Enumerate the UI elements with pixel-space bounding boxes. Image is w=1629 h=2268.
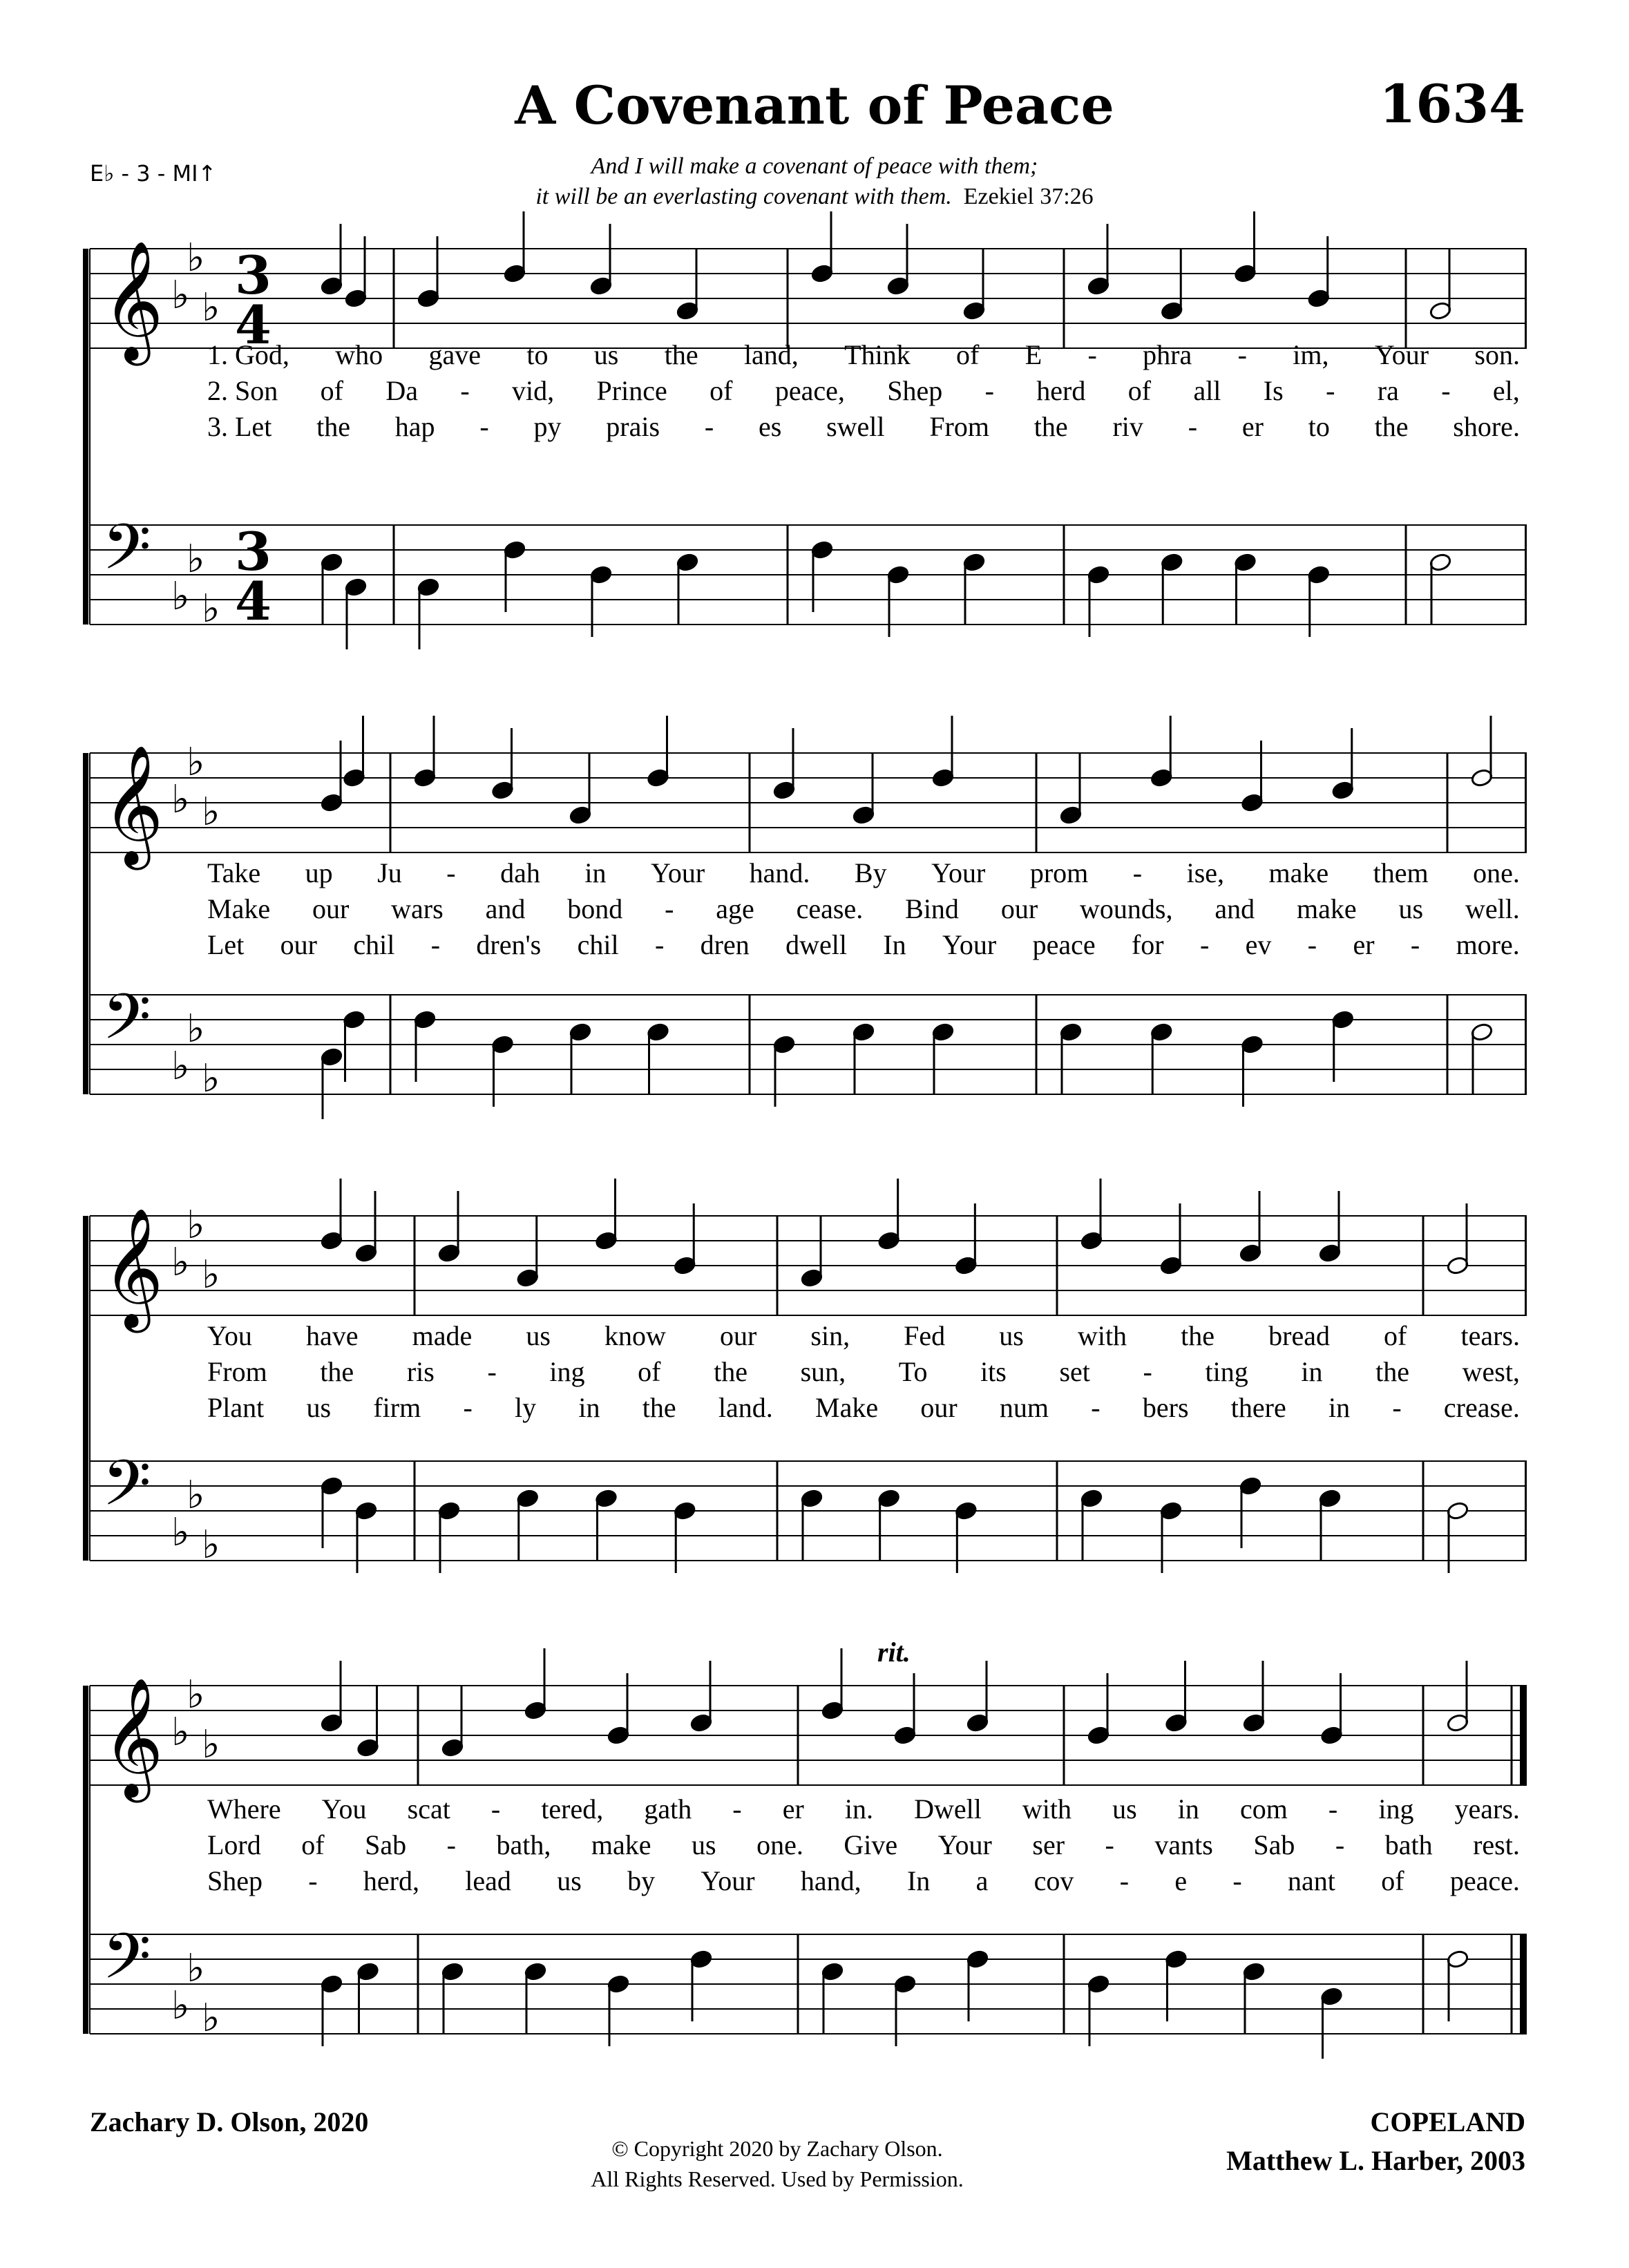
lyric-syllable: well. xyxy=(1465,893,1520,924)
lyric-syllable: of xyxy=(1381,1865,1404,1896)
lyric-syllable: - xyxy=(487,1356,497,1387)
lyric-syllable: crease. xyxy=(1443,1392,1520,1423)
flat-icon: ♭ xyxy=(202,1996,220,2041)
lyric-syllable: Your xyxy=(937,1829,992,1860)
treble-clef-icon: 𝄞 xyxy=(102,1677,164,1798)
lyric-syllable: us xyxy=(1398,893,1424,924)
lyric-syllable: com xyxy=(1239,1793,1288,1824)
lyric-line-system-2-verse-1 xyxy=(207,857,1520,889)
lyric-syllable: and xyxy=(485,893,526,924)
lyric-syllable: bers xyxy=(1142,1392,1189,1423)
lyric-syllable: herd xyxy=(1036,375,1086,406)
lyric-syllable: es xyxy=(758,411,782,442)
lyric-syllable: el, xyxy=(1492,375,1520,406)
lyric-syllable: ra xyxy=(1377,375,1399,406)
lyric-syllable: er xyxy=(1241,411,1264,442)
flat-icon: ♭ xyxy=(187,1473,205,1518)
lyric-syllable: - xyxy=(654,929,665,960)
lyric-syllable: vants xyxy=(1154,1829,1213,1860)
flat-icon: ♭ xyxy=(202,1722,220,1767)
lyric-syllable: - xyxy=(1132,857,1143,888)
treble-clef-icon: 𝄞 xyxy=(102,745,164,865)
lyric-syllable: gath xyxy=(644,1793,692,1824)
flat-icon: ♭ xyxy=(171,777,190,822)
system-bracket xyxy=(83,249,88,625)
time-signature-top: 3 xyxy=(235,244,272,306)
lyric-line-system-2-verse-2 xyxy=(207,893,1520,925)
lyric-syllable: our xyxy=(1000,893,1038,924)
lyric-syllable: - xyxy=(463,1392,473,1423)
flat-icon: ♭ xyxy=(171,1710,190,1755)
lyric-line-system-4-verse-2 xyxy=(207,1829,1520,1861)
lyric-syllable: a xyxy=(975,1865,989,1896)
lyric-syllable: riv xyxy=(1112,411,1143,442)
lyric-syllable: - xyxy=(1105,1829,1114,1860)
lyric-syllable: to xyxy=(1308,411,1330,442)
lyric-syllable: for xyxy=(1131,929,1164,960)
lyric-syllable: of xyxy=(320,375,343,406)
bass-clef-icon: 𝄢 xyxy=(102,511,151,599)
lyric-syllable: - xyxy=(1091,1392,1101,1423)
flat-icon: ♭ xyxy=(171,273,190,318)
lyric-syllable: From xyxy=(929,411,989,442)
lyric-syllable: in. xyxy=(844,1793,873,1824)
lyric-syllable: Ju xyxy=(377,857,402,888)
lyric-syllable: - xyxy=(308,1865,318,1896)
lyric-syllable: lead xyxy=(465,1865,511,1896)
lyric-syllable: our xyxy=(920,1392,958,1423)
lyric-syllable: the xyxy=(1181,1320,1215,1351)
lyric-syllable: You xyxy=(207,1320,252,1351)
lyric-syllable: im, xyxy=(1293,339,1329,370)
lyric-syllable: Dwell xyxy=(914,1793,982,1824)
lyric-syllable: phra xyxy=(1143,339,1192,370)
flat-icon: ♭ xyxy=(202,790,220,835)
treble-staff-3 xyxy=(90,1179,1527,1333)
bass-clef-icon: 𝄢 xyxy=(102,1447,151,1535)
flat-icon: ♭ xyxy=(187,1673,205,1717)
lyric-syllable: Sab xyxy=(365,1829,407,1860)
lyric-syllable: our xyxy=(719,1320,757,1351)
lyric-syllable: To xyxy=(898,1356,928,1387)
lyric-syllable: Prince xyxy=(596,375,667,406)
lyric-syllable: the xyxy=(320,1356,354,1387)
lyric-syllable: of xyxy=(1127,375,1152,406)
flat-icon: ♭ xyxy=(187,1203,205,1248)
lyric-line-system-2-verse-3 xyxy=(207,928,1520,961)
lyric-syllable: Take xyxy=(207,857,261,888)
lyric-syllable: - xyxy=(984,375,994,406)
treble-clef-icon: 𝄞 xyxy=(102,240,164,361)
end-barline xyxy=(1525,1216,1527,1315)
lyric-syllable: us xyxy=(306,1392,332,1423)
lyric-syllable: - xyxy=(460,375,470,406)
lyric-syllable: hand. xyxy=(749,857,810,888)
lyric-syllable: us xyxy=(1112,1793,1137,1824)
lyric-syllable: us xyxy=(692,1829,716,1860)
lyric-syllable: land. xyxy=(718,1392,773,1423)
hymn-title: A Covenant of Peace xyxy=(515,75,1114,136)
lyric-syllable: tered, xyxy=(541,1793,604,1824)
lyric-syllable: dren's xyxy=(476,929,542,960)
lyric-syllable: - xyxy=(430,929,441,960)
lyric-syllable: dren xyxy=(700,929,750,960)
lyric-syllable: make xyxy=(1268,857,1329,888)
treble-staff-4 xyxy=(90,1648,1527,1803)
lyric-syllable: In xyxy=(883,929,906,960)
lyric-syllable: - xyxy=(1188,411,1198,442)
lyric-syllable: prais xyxy=(606,411,660,442)
bass-clef-icon: 𝄢 xyxy=(102,980,151,1069)
lyric-syllable: - xyxy=(1119,1865,1130,1896)
lyric-syllable: scat xyxy=(407,1793,450,1824)
lyric-syllable: - xyxy=(1232,1865,1242,1896)
lyric-syllable: cease. xyxy=(796,893,864,924)
lyric-syllable: of xyxy=(301,1829,325,1860)
lyric-syllable: 1. God, xyxy=(207,339,289,370)
lyric-syllable: Your xyxy=(1374,339,1429,370)
lyric-syllable: herd, xyxy=(363,1865,419,1896)
lyric-syllable: shore. xyxy=(1453,411,1520,442)
scripture-line-2: it will be an everlasting covenant with them. Ezekiel 37:26 xyxy=(535,184,1094,209)
lyric-syllable: - xyxy=(446,1829,456,1860)
lyric-syllable: dwell xyxy=(785,929,847,960)
scripture-reference: Ezekiel 37:26 xyxy=(963,184,1094,209)
lyric-syllable: tears. xyxy=(1460,1320,1520,1351)
lyric-syllable: Your xyxy=(650,857,705,888)
lyric-syllable: of xyxy=(1384,1320,1407,1351)
lyric-syllable: - xyxy=(490,1793,501,1824)
lyric-syllable: Lord xyxy=(207,1829,261,1860)
flat-icon: ♭ xyxy=(187,537,205,582)
lyric-syllable: son. xyxy=(1474,339,1520,370)
lyric-syllable: - xyxy=(1307,929,1317,960)
hymn-number: 1634 xyxy=(1379,73,1525,135)
lyric-syllable: more. xyxy=(1456,929,1520,960)
flat-icon: ♭ xyxy=(171,574,190,619)
lyric-syllable: our xyxy=(280,929,317,960)
lyric-syllable: make xyxy=(1296,893,1357,924)
lyric-syllable: Your xyxy=(701,1865,755,1896)
time-signature-bottom: 4 xyxy=(235,570,272,632)
lyric-syllable: Give xyxy=(844,1829,898,1860)
lyric-syllable: num xyxy=(999,1392,1049,1423)
lyric-syllable: Is xyxy=(1263,375,1284,406)
lyric-syllable: ise, xyxy=(1186,857,1225,888)
lyric-syllable: ris xyxy=(406,1356,435,1387)
lyric-syllable: bread xyxy=(1268,1320,1330,1351)
lyric-syllable: ser xyxy=(1032,1829,1065,1860)
lyric-syllable: Bind xyxy=(905,893,959,924)
lyric-syllable: us xyxy=(557,1865,582,1896)
lyric-syllable: - xyxy=(1326,375,1335,406)
lyric-syllable: Sab xyxy=(1253,1829,1295,1860)
lyric-syllable: wounds, xyxy=(1080,893,1173,924)
lyric-syllable: have xyxy=(305,1320,359,1351)
lyric-syllable: the xyxy=(316,411,350,442)
lyric-syllable: chil xyxy=(577,929,619,960)
lyric-syllable: prom xyxy=(1029,857,1089,888)
copyright-line-1: © Copyright 2020 by Zachary Olson. xyxy=(611,2136,943,2161)
lyric-syllable: Let xyxy=(207,929,245,960)
lyric-syllable: and xyxy=(1214,893,1255,924)
lyric-syllable: the xyxy=(664,339,698,370)
lyric-syllable: all xyxy=(1193,375,1221,406)
lyric-syllable: who xyxy=(335,339,383,370)
flat-icon: ♭ xyxy=(202,587,220,631)
lyric-syllable: dah xyxy=(500,857,540,888)
lyric-syllable: er xyxy=(1353,929,1375,960)
lyric-syllable: - xyxy=(1441,375,1451,406)
lyric-line-system-3-verse-1 xyxy=(207,1319,1520,1352)
lyric-syllable: er xyxy=(782,1793,804,1824)
lyric-line-system-4-verse-3 xyxy=(207,1865,1520,1897)
lyric-syllable: rest. xyxy=(1473,1829,1520,1860)
lyric-syllable: Your xyxy=(931,857,986,888)
lyric-syllable: of xyxy=(709,375,733,406)
lyric-line-system-1-verse-2 xyxy=(207,374,1520,407)
lyric-syllable: 2. Son xyxy=(207,375,278,406)
lyric-syllable: us xyxy=(593,339,619,370)
lyric-syllable: make xyxy=(591,1829,651,1860)
lyric-syllable: peace, xyxy=(774,375,845,406)
lyric-line-system-1-verse-1 xyxy=(207,339,1520,371)
lyric-syllable: in xyxy=(1301,1356,1323,1387)
lyric-syllable: in xyxy=(584,857,607,888)
end-barline xyxy=(1520,1934,1527,2034)
lyric-syllable: By xyxy=(854,857,887,888)
lyric-line-system-3-verse-2 xyxy=(207,1355,1520,1388)
lyric-syllable: Make xyxy=(815,1392,879,1423)
lyric-syllable: - xyxy=(704,411,714,442)
lyric-syllable: with xyxy=(1077,1320,1127,1351)
end-barline xyxy=(1525,249,1527,348)
lyric-line-system-3-verse-3 xyxy=(207,1391,1520,1424)
lyric-syllable: - xyxy=(1237,339,1247,370)
lyric-syllable: in xyxy=(1177,1793,1199,1824)
lyric-syllable: - xyxy=(1087,339,1097,370)
lyric-syllable: of xyxy=(956,339,980,370)
lyric-syllable: Your xyxy=(942,929,997,960)
lyric-syllable: its xyxy=(980,1356,1007,1387)
lyric-syllable: the xyxy=(714,1356,747,1387)
lyric-syllable: - xyxy=(1143,1356,1152,1387)
lyric-syllable: the xyxy=(1374,411,1409,442)
lyric-syllable: bond xyxy=(567,893,623,924)
flat-icon: ♭ xyxy=(187,236,205,280)
composer-credit: Matthew L. Harber, 2003 xyxy=(1226,2145,1525,2176)
lyric-syllable: years. xyxy=(1454,1793,1520,1824)
lyric-syllable: bath, xyxy=(496,1829,551,1860)
lyric-syllable: one. xyxy=(756,1829,803,1860)
bass-staff-2 xyxy=(90,980,1527,1119)
system-bracket xyxy=(83,753,88,1094)
end-barline xyxy=(1525,525,1527,625)
lyric-syllable: know xyxy=(604,1320,666,1351)
lyric-syllable: bath xyxy=(1384,1829,1433,1860)
flat-icon: ♭ xyxy=(171,1983,190,2028)
end-barline xyxy=(1525,753,1527,852)
lyric-syllable: cov xyxy=(1033,1865,1074,1896)
lyric-syllable: 3. Let xyxy=(207,411,272,442)
lyric-syllable: Where xyxy=(207,1793,281,1824)
lyric-syllable: them xyxy=(1373,857,1429,888)
tempo-marking-rit: rit. xyxy=(877,1637,911,1668)
flat-icon: ♭ xyxy=(187,1007,205,1051)
lyric-syllable: wars xyxy=(391,893,444,924)
lyric-syllable: chil xyxy=(353,929,395,960)
lyric-syllable: up xyxy=(305,857,333,888)
lyric-syllable: with xyxy=(1022,1793,1072,1824)
lyric-syllable: in xyxy=(578,1392,600,1423)
lyric-line-system-1-verse-3 xyxy=(207,410,1520,443)
lyric-syllable: swell xyxy=(826,411,885,442)
lyric-syllable: - xyxy=(732,1793,742,1824)
flat-icon: ♭ xyxy=(187,1946,205,1991)
lyric-syllable: us xyxy=(999,1320,1024,1351)
lyric-syllable: made xyxy=(412,1320,473,1351)
system-bracket xyxy=(83,1216,88,1561)
lyric-syllable: of xyxy=(638,1356,661,1387)
time-signature-top: 3 xyxy=(235,520,272,582)
bass-staff-1 xyxy=(90,511,1527,649)
bass-staff-4 xyxy=(90,1920,1527,2059)
lyric-syllable: peace. xyxy=(1449,1865,1520,1896)
tune-name: COPELAND xyxy=(1370,2106,1525,2137)
lyric-syllable: in xyxy=(1328,1392,1351,1423)
lyric-syllable: firm xyxy=(373,1392,421,1423)
lyric-syllable: Plant xyxy=(207,1392,265,1423)
flat-icon: ♭ xyxy=(171,1240,190,1285)
lyric-syllable: nant xyxy=(1288,1865,1335,1896)
end-barline xyxy=(1525,995,1527,1094)
lyric-syllable: - xyxy=(446,857,456,888)
lyric-syllable: Shep xyxy=(887,375,943,406)
lyric-syllable: - xyxy=(1410,929,1420,960)
lyric-syllable: ting xyxy=(1205,1356,1248,1387)
flat-icon: ♭ xyxy=(171,1510,190,1555)
lyric-syllable: to xyxy=(526,339,549,370)
treble-clef-icon: 𝄞 xyxy=(102,1208,164,1328)
lyric-syllable: - xyxy=(665,893,674,924)
lyric-syllable: - xyxy=(1392,1392,1402,1423)
lyric-syllable: there xyxy=(1230,1392,1286,1423)
lyric-syllable: vid, xyxy=(512,375,555,406)
copyright-line-2: All Rights Reserved. Used by Permission. xyxy=(591,2166,964,2191)
lyric-syllable: ing xyxy=(1378,1793,1414,1824)
lyric-syllable: - xyxy=(479,411,489,442)
lyric-syllable: Make xyxy=(207,893,271,924)
lyric-syllable: the xyxy=(1033,411,1068,442)
lyric-syllable: peace xyxy=(1032,929,1096,960)
lyric-syllable: From xyxy=(207,1356,267,1387)
lyric-syllable: - xyxy=(1199,929,1210,960)
flat-icon: ♭ xyxy=(202,1056,220,1101)
lyric-syllable: e xyxy=(1174,1865,1188,1896)
lyric-syllable: - xyxy=(1335,1829,1345,1860)
lyric-syllable: the xyxy=(1375,1356,1409,1387)
treble-staff-2 xyxy=(90,716,1527,870)
key-indicator: E♭ - 3 - MI↑ xyxy=(90,160,217,187)
author-credit: Zachary D. Olson, 2020 xyxy=(90,2106,369,2137)
lyric-syllable: - xyxy=(1328,1793,1338,1824)
end-barline xyxy=(1520,1686,1527,1785)
lyric-syllable: ev xyxy=(1245,929,1272,960)
lyric-syllable: Shep xyxy=(207,1865,263,1896)
flat-icon: ♭ xyxy=(202,1523,220,1567)
flat-icon: ♭ xyxy=(202,1252,220,1297)
lyric-syllable: one. xyxy=(1473,857,1520,888)
lyric-syllable: py xyxy=(533,411,562,442)
lyric-syllable: Da xyxy=(385,375,418,406)
lyric-syllable: set xyxy=(1059,1356,1090,1387)
bass-clef-icon: 𝄢 xyxy=(102,1920,151,2008)
lyric-syllable: us xyxy=(526,1320,551,1351)
lyric-syllable: west, xyxy=(1462,1356,1520,1387)
lyric-syllable: hap xyxy=(394,411,435,442)
lyric-syllable: sin, xyxy=(810,1320,850,1351)
end-barline xyxy=(1525,1461,1527,1561)
lyric-line-system-4-verse-1 xyxy=(207,1793,1520,1825)
lyric-syllable: Think xyxy=(844,339,911,370)
lyric-syllable: Fed xyxy=(904,1320,946,1351)
lyric-syllable: In xyxy=(906,1865,931,1896)
lyric-syllable: gave xyxy=(428,339,481,370)
lyric-syllable: our xyxy=(312,893,350,924)
flat-icon: ♭ xyxy=(171,1044,190,1089)
lyric-syllable: by xyxy=(627,1865,656,1896)
lyric-syllable: You xyxy=(321,1793,367,1824)
lyric-syllable: hand, xyxy=(800,1865,861,1896)
flat-icon: ♭ xyxy=(187,740,205,785)
scripture-line-1: And I will make a covenant of peace with them; xyxy=(591,153,1038,179)
lyric-syllable: land, xyxy=(743,339,799,370)
lyric-syllable: ing xyxy=(549,1356,585,1387)
lyric-syllable: E xyxy=(1025,339,1042,370)
bass-staff-3 xyxy=(90,1447,1527,1573)
lyric-syllable: age xyxy=(716,893,754,924)
lyric-syllable: sun, xyxy=(800,1356,846,1387)
system-bracket xyxy=(83,1686,88,2034)
flat-icon: ♭ xyxy=(202,285,220,330)
lyric-syllable: the xyxy=(642,1392,676,1423)
lyric-syllable: ly xyxy=(515,1392,537,1423)
time-signature-bottom: 4 xyxy=(235,294,272,356)
